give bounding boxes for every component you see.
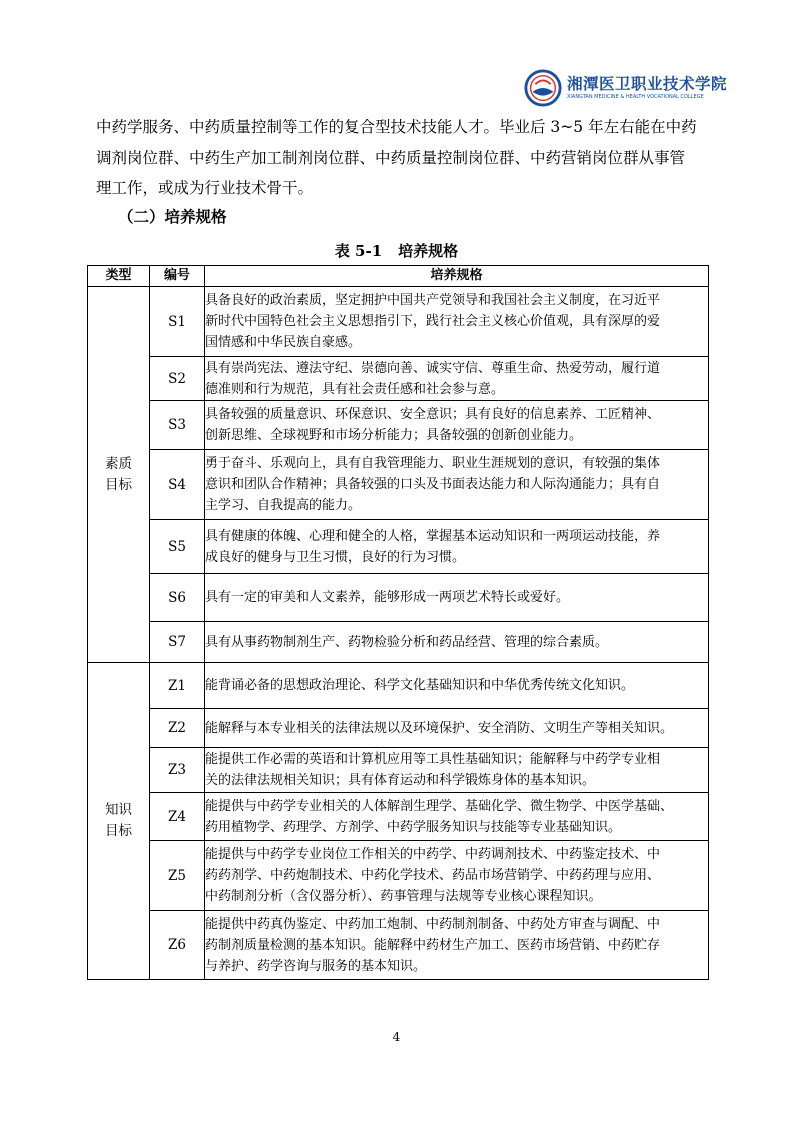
category-line: 知识 xyxy=(105,802,132,818)
spec-line: 新时代中国特色社会主义思想指引下，践行社会主义核心价值观，具有深厚的爱 xyxy=(205,314,661,329)
spec-line: 创新思维、全球视野和市场分析能力；具备较强的创新创业能力。 xyxy=(205,428,583,443)
header-code: 编号 xyxy=(150,266,205,287)
college-logo xyxy=(524,66,728,110)
spec-line: 药用植物学、药理学、方剂学、中药学服务知识与技能等专业基础知识。 xyxy=(205,819,622,835)
table-row xyxy=(88,450,709,520)
spec-line: 能提供与中药学专业相关的人体解剖生理学、基础化学、微生物学、中医学基础、 xyxy=(205,798,674,814)
spec-cell xyxy=(205,911,709,980)
college-emblem-icon xyxy=(524,69,562,107)
spec-line: 能解释与本专业相关的法律法规以及环境保护、安全消防、文明生产等相关知识。 xyxy=(205,720,674,736)
table-row xyxy=(88,709,709,748)
category-cell xyxy=(88,663,150,980)
spec-cell xyxy=(205,520,709,574)
code-cell: Z3 xyxy=(150,748,205,793)
logo-subtitle: XIANGTAN MEDICINE & HEALTH VOCATIONAL COLLEGE xyxy=(567,94,704,101)
intro-line: 中药学服务、中药质量控制等工作的复合型技术技能人才。毕业后 3~5 年左右能在中药 xyxy=(96,118,697,136)
spec-line: 关的法律法规相关知识；具有体育运动和科学锻炼身体的基本知识。 xyxy=(205,773,596,788)
category-line: 素质 xyxy=(105,455,132,472)
spec-line: 能背诵必备的思想政治理论、科学文化基础知识和中华优秀传统文化知识。 xyxy=(205,678,635,693)
spec-cell xyxy=(205,748,709,793)
header-type: 类型 xyxy=(88,266,150,287)
spec-line: 具备较强的质量意识、环保意识、安全意识；具有良好的信息素养、工匠精神、 xyxy=(205,407,661,422)
spec-line: 具有从事药物制剂生产、药物检验分析和药品经营、管理的综合素质。 xyxy=(205,634,609,650)
spec-cell xyxy=(205,574,709,622)
spec-cell xyxy=(205,450,709,520)
code-cell: S1 xyxy=(150,287,205,357)
spec-cell xyxy=(205,401,709,450)
table-caption-number: 表 5-1 xyxy=(334,242,383,260)
spec-line: 具有健康的体魄、心理和健全的人格，掌握基本运动知识和一两项运动技能，养 xyxy=(205,528,661,544)
header-spec: 培养规格 xyxy=(205,266,709,287)
training-spec-table xyxy=(87,265,709,980)
table-row xyxy=(88,574,709,622)
spec-line: 意识和团队合作精神；具备较强的口头及书面表达能力和人际沟通能力；具有自 xyxy=(205,477,661,492)
spec-cell xyxy=(205,622,709,663)
intro-paragraph xyxy=(96,112,700,204)
code-cell: S7 xyxy=(150,622,205,663)
table-row xyxy=(88,287,709,357)
code-cell: Z5 xyxy=(150,841,205,911)
table-caption xyxy=(0,240,793,261)
code-cell: S5 xyxy=(150,520,205,574)
logo-text: 湘潭医卫职业技术学院 xyxy=(567,73,728,93)
spec-line: 具有一定的审美和人文素养，能够形成一两项艺术特长或爱好。 xyxy=(205,590,570,605)
code-cell: S4 xyxy=(150,450,205,520)
spec-line: 勇于奋斗、乐观向上，具有自我管理能力、职业生涯规划的意识，有较强的集体 xyxy=(205,456,661,471)
spec-line: 成良好的健身与卫生习惯，良好的行为习惯。 xyxy=(205,549,466,565)
spec-line: 中药制剂分析（含仪器分析）、药事管理与法规等专业核心课程知识。 xyxy=(205,889,602,904)
category-line: 目标 xyxy=(105,823,132,839)
spec-cell xyxy=(205,357,709,401)
spec-line: 与养护、药学咨询与服务的基本知识。 xyxy=(205,958,427,974)
code-cell: S2 xyxy=(150,357,205,401)
code-cell: Z2 xyxy=(150,709,205,748)
spec-line: 能提供工作必需的英语和计算机应用等工具性基础知识；能解释与中药学专业相 xyxy=(205,752,661,767)
spec-line: 德准则和行为规范，具有社会责任感和社会参与意。 xyxy=(205,381,505,397)
table-row xyxy=(88,841,709,911)
spec-cell xyxy=(205,793,709,841)
table-row xyxy=(88,622,709,663)
intro-line: 理工作，或成为行业技术骨干。 xyxy=(96,179,314,197)
table-row xyxy=(88,748,709,793)
code-cell: S6 xyxy=(150,574,205,622)
category-line: 目标 xyxy=(105,476,132,493)
section-heading: （二）培养规格 xyxy=(118,207,227,226)
table-row xyxy=(88,520,709,574)
code-cell: Z1 xyxy=(150,663,205,709)
table-caption-title: 培养规格 xyxy=(398,242,459,260)
spec-cell xyxy=(205,287,709,357)
spec-cell xyxy=(205,663,709,709)
spec-line: 能提供中药真伪鉴定、中药加工炮制、中药制剂制备、中药处方审查与调配、中 xyxy=(205,916,661,932)
code-cell: S3 xyxy=(150,401,205,450)
spec-line: 药药剂学、中药炮制技术、中药化学技术、药品市场营销学、中药药理与应用、 xyxy=(205,868,661,883)
spec-cell xyxy=(205,709,709,748)
table-row xyxy=(88,663,709,709)
table-body xyxy=(88,287,709,980)
spec-line: 能提供与中药学专业岗位工作相关的中药学、中药调剂技术、中药鉴定技术、中 xyxy=(205,847,661,862)
code-cell: Z4 xyxy=(150,793,205,841)
spec-cell xyxy=(205,841,709,911)
table-row xyxy=(88,357,709,401)
table-header-row xyxy=(88,266,709,287)
category-cell xyxy=(88,287,150,663)
table-row xyxy=(88,911,709,980)
spec-line: 具有崇尚宪法、遵法守纪、崇德向善、诚实守信、尊重生命、热爱劳动，履行道 xyxy=(205,360,661,376)
table-row xyxy=(88,793,709,841)
table-row xyxy=(88,401,709,450)
page-number: 4 xyxy=(392,1030,401,1044)
spec-line: 具备良好的政治素质，坚定拥护中国共产党领导和我国社会主义制度，在习近平 xyxy=(205,293,661,308)
spec-line: 主学习、自我提高的能力。 xyxy=(205,498,362,513)
spec-line: 药制剂质量检测的基本知识。能解释中药材生产加工、医药市场营销、中药贮存 xyxy=(205,937,661,953)
code-cell: Z6 xyxy=(150,911,205,980)
intro-line: 调剂岗位群、中药生产加工制剂岗位群、中药质量控制岗位群、中药营销岗位群从事管 xyxy=(96,148,686,167)
spec-line: 国情感和中华民族自豪感。 xyxy=(205,335,362,350)
